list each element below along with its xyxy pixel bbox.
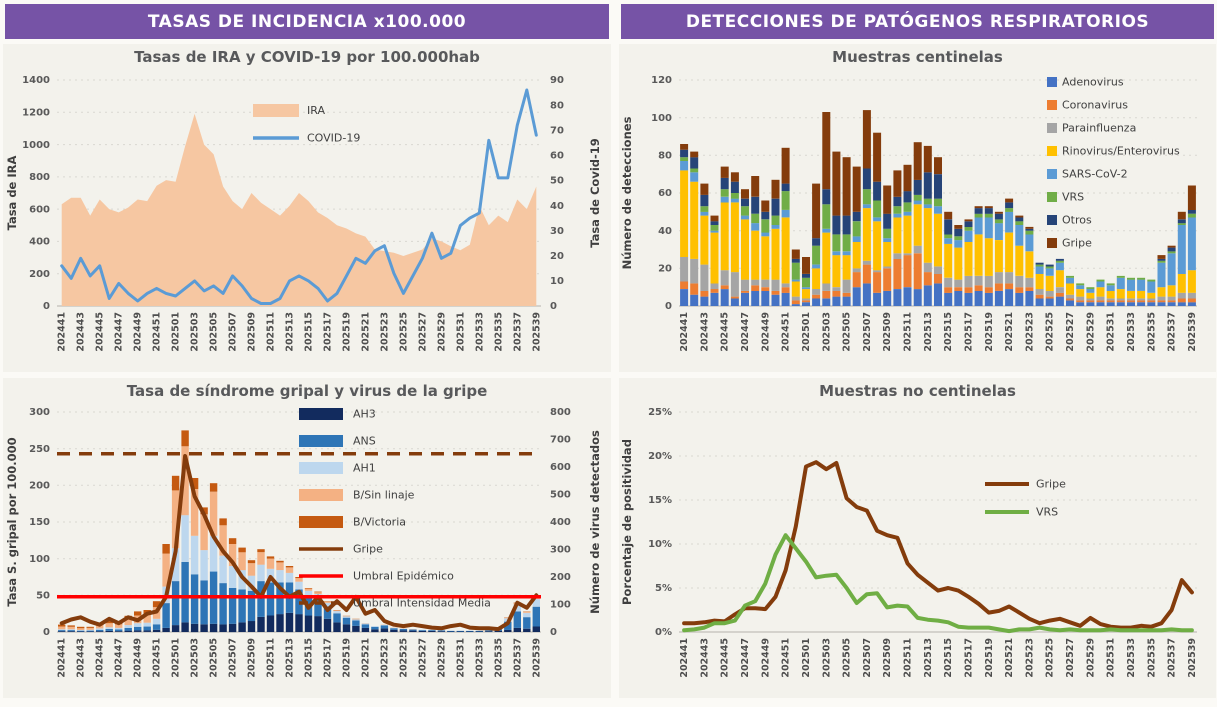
y-axis-title: Número de detecciones [620,116,634,269]
x-axis-week-label: 202449 [133,638,144,678]
x-axis-week-label: 202509 [882,638,893,678]
y-left-tick: 400 [29,237,50,248]
x-axis-week-label: 202507 [228,312,239,352]
y-left-tick: 800 [29,172,50,183]
x-axis-week-label: 202501 [801,638,812,678]
y-left-tick: 250 [29,444,50,455]
chart-card-centinelas [619,44,1216,372]
y-right-tick: 0 [550,301,557,312]
x-axis-week-label: 202529 [1085,638,1096,678]
legend-label: Otros [1062,214,1092,227]
x-axis-week-label: 202513 [923,638,934,678]
x-axis-week-label: 202511 [903,638,914,678]
x-axis-week-label: 202517 [323,312,334,352]
y-left-tick: 100 [29,554,50,565]
legend-label: Gripe [1036,478,1066,491]
gripe-pct-line-series [684,462,1192,627]
x-axis-week-label: 202445 [95,638,106,678]
legend-swatch [1047,192,1057,202]
y-left-axis-title: Tasa S. gripal por 100.000 [5,437,19,606]
legend-label: AH3 [353,408,376,421]
legend-label-covid: COVID-19 [307,132,360,145]
x-axis-week-label: 202449 [760,638,771,678]
chart-gripal-title: Tasa de síndrome gripal y virus de la gripe [3,378,611,400]
x-axis-week-label: 202519 [984,312,995,352]
y-tick: 0 [665,301,672,312]
x-axis-week-label: 202523 [1024,312,1035,352]
pathogen-panel-header [621,4,1214,39]
y-right-tick: 60 [550,151,564,162]
legend-label: AH1 [353,462,376,475]
y-right-tick: 10 [550,276,564,287]
x-axis-week-label: 202443 [699,312,710,352]
x-axis-week-label: 202535 [493,312,504,352]
pathogen-panel [619,3,1216,704]
y-right-tick: 20 [550,251,564,262]
x-axis-week-label: 202539 [1187,638,1198,678]
y-right-tick: 100 [550,600,571,611]
y-axis-title: Porcentaje de positividad [620,439,634,605]
x-axis-week-label: 202503 [190,312,201,352]
x-axis-week-label: 202519 [342,312,353,352]
y-right-tick: 40 [550,201,564,212]
y-right-tick: 700 [550,435,571,446]
y-right-tick: 400 [550,517,571,528]
legend-swatch [1047,169,1057,179]
x-axis-week-label: 202533 [474,638,485,678]
x-axis-week-label: 202505 [209,312,220,352]
legend-label: Umbral Intensidad Media [353,597,491,610]
chart-ira-covid-title: Tasas de IRA y COVID-19 por 100.000hab [3,44,611,66]
x-axis-week-label: 202523 [379,312,390,352]
x-axis-week-label: 202503 [821,312,832,352]
incidence-panel-header [5,4,609,39]
chart-centinelas-title: Muestras centinelas [619,44,1216,66]
x-axis-week-label: 202523 [379,638,390,678]
x-axis-week-label: 202519 [984,638,995,678]
y-right-tick: 70 [550,125,564,136]
x-axis-week-label: 202445 [95,312,106,352]
x-axis-week-label: 202441 [57,312,68,352]
x-axis-week-label: 202523 [1024,638,1035,678]
legend-label: Rinovirus/Enterovirus [1062,145,1180,158]
x-axis-week-label: 202509 [247,638,258,678]
y-right-tick: 30 [550,226,564,237]
y-right-tick: 200 [550,572,571,583]
y-tick: 20% [648,451,672,462]
y-right-tick: 80 [550,100,564,111]
y-right-tick: 300 [550,545,571,556]
y-right-axis-title: Tasa de Covid-19 [588,138,602,248]
legend-swatch [299,462,343,474]
x-axis-week-label: 202515 [943,638,954,678]
y-right-tick: 50 [550,176,564,187]
x-axis-week-label: 202529 [1085,312,1096,352]
x-axis-week-label: 202521 [1004,638,1015,678]
legend-label: ANS [353,435,376,448]
y-left-tick: 1400 [22,75,50,86]
legend-label: VRS [1036,506,1058,519]
x-axis-week-label: 202529 [436,312,447,352]
legend-swatch [1047,215,1057,225]
x-axis-week-label: 202451 [152,312,163,352]
x-axis-week-label: 202447 [740,638,751,678]
legend-label: Adenovirus [1062,76,1124,89]
x-axis-week-label: 202447 [740,312,751,352]
x-axis-week-label: 202509 [247,312,258,352]
x-axis-week-label: 202505 [842,638,853,678]
y-tick: 20 [658,264,672,275]
legend-label: Gripe [353,543,383,556]
legend-swatch [299,516,343,528]
x-axis-week-label: 202521 [360,312,371,352]
x-axis-week-label: 202507 [862,638,873,678]
x-axis-week-label: 202527 [1065,638,1076,678]
legend-label: VRS [1062,191,1084,204]
x-axis-week-label: 202515 [304,638,315,678]
legend-label: SARS-CoV-2 [1062,168,1128,181]
y-tick: 40 [658,226,672,237]
x-axis-week-label: 202535 [493,638,504,678]
x-axis-week-label: 202503 [190,638,201,678]
y-left-tick: 300 [29,407,50,418]
x-axis-week-label: 202441 [679,312,690,352]
x-axis-week-label: 202443 [699,638,710,678]
x-axis-week-label: 202451 [781,638,792,678]
y-right-tick: 0 [550,627,557,638]
x-axis-week-label: 202447 [114,638,125,678]
y-tick: 0% [655,627,672,638]
legend-swatch-ira [253,104,299,117]
legend-label: B/Sin linaje [353,489,415,502]
x-axis-week-label: 202521 [360,638,371,678]
y-right-axis-title: Número de virus detectados [588,430,602,614]
legend-swatch [1047,100,1057,110]
x-axis-week-label: 202539 [531,638,542,678]
legend-label: Gripe [1062,237,1092,250]
chart-gripal-plot [3,400,611,698]
x-axis-week-label: 202537 [1167,312,1178,352]
x-axis-week-label: 202513 [285,638,296,678]
x-axis-week-label: 202529 [436,638,447,678]
y-left-tick: 200 [29,269,50,280]
x-axis-week-label: 202511 [903,312,914,352]
x-axis-week-label: 202449 [133,312,144,352]
x-axis-week-label: 202525 [1045,312,1056,352]
x-axis-week-label: 202509 [882,312,893,352]
x-axis-week-label: 202449 [760,312,771,352]
chart-no-centinelas-title: Muestras no centinelas [619,378,1216,400]
x-axis-week-label: 202531 [455,638,466,678]
x-axis-week-label: 202505 [209,638,220,678]
y-tick: 25% [648,407,672,418]
legend-swatch [299,435,343,447]
x-axis-week-label: 202533 [1126,638,1137,678]
pathogen-panel-header-text: DETECCIONES DE PATÓGENOS RESPIRATORIOS [686,12,1149,32]
x-axis-week-label: 202531 [1106,312,1117,352]
incidence-panel [3,3,611,704]
y-tick: 10% [648,539,672,550]
x-axis-week-label: 202517 [964,312,975,352]
y-right-tick: 600 [550,462,571,473]
x-axis-week-label: 202515 [304,312,315,352]
x-axis-week-label: 202531 [1106,638,1117,678]
legend-swatch [299,489,343,501]
x-axis-week-label: 202451 [781,312,792,352]
y-left-tick: 50 [36,591,50,602]
y-left-tick: 0 [43,627,50,638]
y-right-tick: 90 [550,75,564,86]
y-left-axis-title: Tasa de IRA [5,156,19,231]
x-axis-week-label: 202445 [720,312,731,352]
x-axis-week-label: 202505 [842,312,853,352]
incidence-panel-header-text: TASAS DE INCIDENCIA x100.000 [148,12,466,32]
y-left-tick: 1000 [22,140,50,151]
y-right-tick: 800 [550,407,571,418]
x-axis-week-label: 202445 [720,638,731,678]
y-tick: 15% [648,495,672,506]
legend-swatch [1047,77,1057,87]
x-axis-week-label: 202515 [943,312,954,352]
y-left-tick: 0 [43,301,50,312]
x-axis-week-label: 202525 [398,312,409,352]
y-left-tick: 200 [29,481,50,492]
chart-ira-covid-plot [3,66,611,372]
x-axis-week-label: 202539 [1187,312,1198,352]
x-axis-week-label: 202447 [114,312,125,352]
x-axis-week-label: 202511 [266,638,277,678]
legend-swatch [1047,146,1057,156]
y-tick: 60 [658,188,672,199]
legend-swatch [1047,123,1057,133]
vrs-pct-line-series [684,535,1192,631]
x-axis-week-label: 202517 [964,638,975,678]
chart-card-no-centinelas [619,378,1216,698]
x-axis-week-label: 202533 [1126,312,1137,352]
x-axis-week-label: 202507 [862,312,873,352]
x-axis-week-label: 202525 [398,638,409,678]
x-axis-week-label: 202527 [1065,312,1076,352]
x-axis-week-label: 202539 [531,312,542,352]
x-axis-week-label: 202531 [455,312,466,352]
x-axis-week-label: 202537 [512,312,523,352]
y-left-tick: 150 [29,517,50,528]
chart-card-gripal [3,378,611,698]
x-axis-week-label: 202503 [821,638,832,678]
legend-label-ira: IRA [307,104,325,117]
y-tick: 80 [658,151,672,162]
x-axis-week-label: 202511 [266,312,277,352]
x-axis-week-label: 202519 [342,638,353,678]
y-right-tick: 500 [550,490,571,501]
y-left-tick: 600 [29,204,50,215]
legend-label: B/Victoria [353,516,406,529]
x-axis-week-label: 202535 [1146,638,1157,678]
x-axis-week-label: 202521 [1004,312,1015,352]
legend-label: Coronavirus [1062,99,1128,112]
x-axis-week-label: 202507 [228,638,239,678]
x-axis-week-label: 202527 [417,312,428,352]
x-axis-week-label: 202525 [1045,638,1056,678]
x-axis-week-label: 202513 [285,312,296,352]
legend-swatch [299,408,343,420]
x-axis-week-label: 202501 [171,638,182,678]
x-axis-week-label: 202533 [474,312,485,352]
pathogen-stacked-bars [680,110,1196,306]
legend-label: Parainfluenza [1062,122,1136,135]
chart-card-ira-covid [3,44,611,372]
y-tick: 120 [651,75,672,86]
x-axis-week-label: 202513 [923,312,934,352]
chart-centinelas-plot [619,66,1216,372]
x-axis-week-label: 202501 [801,312,812,352]
y-tick: 100 [651,113,672,124]
x-axis-week-label: 202441 [679,638,690,678]
x-axis-week-label: 202527 [417,638,428,678]
y-tick: 5% [655,583,672,594]
x-axis-week-label: 202517 [323,638,334,678]
x-axis-week-label: 202443 [76,312,87,352]
x-axis-week-label: 202441 [57,638,68,678]
chart-no-centinelas-plot [619,400,1216,698]
x-axis-week-label: 202535 [1146,312,1157,352]
legend-swatch [1047,238,1057,248]
x-axis-week-label: 202501 [171,312,182,352]
x-axis-week-label: 202537 [512,638,523,678]
x-axis-week-label: 202537 [1167,638,1178,678]
x-axis-week-label: 202443 [76,638,87,678]
x-axis-week-label: 202451 [152,638,163,678]
legend-label: Umbral Epidémico [353,570,454,583]
y-left-tick: 1200 [22,107,50,118]
